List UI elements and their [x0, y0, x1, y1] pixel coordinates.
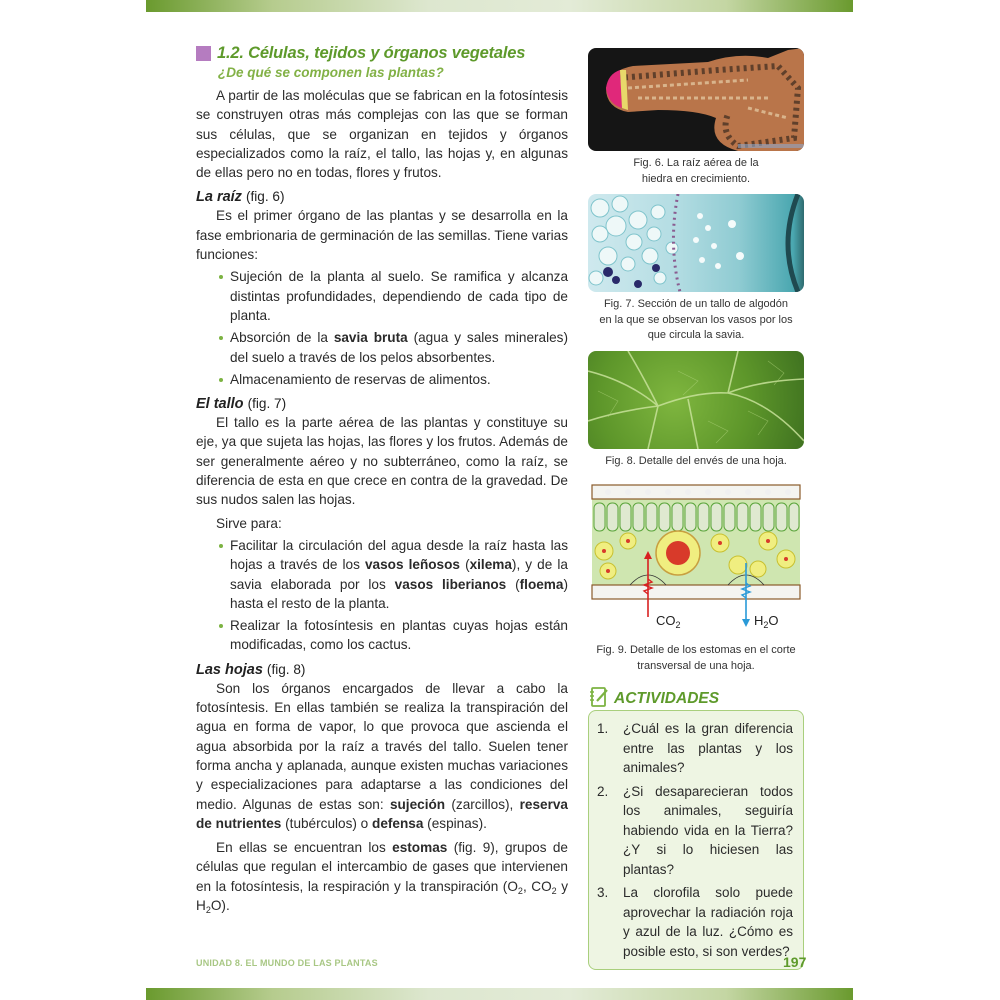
activity-number: 1. — [597, 721, 609, 736]
list-item: Facilitar la circulación del agua desde la raíz hasta las hojas a través de los vasos leñosos (xilema), y de la savia elaborada por los vasos liberianos (floema) hasta el resto de la planta. — [218, 536, 568, 613]
co2-label: $CO_2$ — [656, 613, 681, 629]
tallo-functions-list — [218, 536, 568, 655]
raiz-paragraph: Es el primer órgano de las plantas y se desarrolla en la fase embrionaria de germinación de las semillas. Tiene varias funciones: — [196, 208, 568, 263]
fig6-aerial-root-image — [588, 48, 804, 151]
activities-title: ACTIVIDADES — [614, 690, 720, 707]
activity-question: ¿Cuál es la gran diferencia entre las plantas y los animales? — [623, 721, 793, 775]
tallo-fig-ref: (fig. 7) — [247, 396, 287, 412]
tallo-heading — [196, 396, 568, 412]
main-text-column — [196, 44, 568, 915]
fig9-caption: Fig. 9. Detalle de los estomas en el corte transversal de una hoja. — [596, 644, 796, 672]
fig6-caption: Fig. 6. La raíz aérea de la hiedra en crecimiento. — [633, 157, 759, 185]
activities-section — [588, 688, 807, 970]
activity-item — [597, 883, 793, 961]
tallo-heading-text: El tallo — [196, 396, 244, 413]
section-title: 1.2. Células, tejidos y órganos vegetales — [217, 44, 526, 62]
activity-number: 3. — [597, 885, 609, 900]
raiz-heading — [196, 189, 568, 205]
page-number: 197 — [783, 954, 807, 970]
figures-column — [588, 48, 807, 970]
section-subtitle: ¿De qué se componen las plantas? — [218, 65, 444, 80]
intro-paragraph: A partir de las moléculas que se fabrican en la fotosíntesis se construyen otras más complejas con las que se forman sus células, que se organizan en tejidos y órganos especializados como la raíz, el tallo, las hojas y, en algunas de ellas pero no en todas, flores y frutos. — [196, 88, 568, 181]
activity-number: 2. — [597, 783, 609, 799]
h2o-label: $H_2O$ — [754, 613, 779, 629]
list-item: Absorción de la savia bruta (agua y sales minerales) del suelo a través de los pelos absorbentes. — [218, 328, 568, 367]
fig8-caption: Fig. 8. Detalle del envés de una hoja. — [605, 454, 787, 467]
bottom-decorative-band — [146, 988, 853, 1000]
fig7-caption: Fig. 7. Sección de un tallo de algodón en la que se observan los vasos por los que circula la savia. — [599, 298, 793, 341]
list-item: Realizar la fotosíntesis en plantas cuyas hojas están modificadas, como los cactus. — [218, 616, 568, 655]
tallo-paragraph: El tallo es la parte aérea de las plantas y constituye su eje, ya que sujeta las hojas, las flores y los frutos. Además de ser generalmente aéreo y no subterráneo, como la raíz, se diferencia de esta en que crece en contra de la gravedad. De sus nudos salen las hojas. — [196, 415, 568, 508]
raiz-fig-ref: (fig. 6) — [245, 189, 285, 205]
activity-item — [597, 719, 793, 778]
raiz-heading-text: La raíz — [196, 189, 242, 206]
fig8-leaf-underside-image — [588, 351, 804, 449]
hojas-paragraph-1: Son los órganos encargados de llevar a cabo la fotosíntesis. En ellas también se realiza la transpiración del agua en forma de vapor, lo que provoca que ascienda el agua absorbida por la raíz a través del tallo. Suelen tener forma ancha y aplanada, aunque existen muchas variaciones y especializaciones para adaptarse a las condiciones del medio. Algunas de estas son: sujeción (zarcillos), reserva de nutrientes (tubérculos) o defensa (espinas). — [196, 680, 568, 831]
fig7-stem-section-image — [588, 194, 804, 292]
activity-item — [597, 782, 793, 880]
footer-unit-label: UNIDAD 8. EL MUNDO DE LAS PLANTAS — [196, 958, 378, 968]
tallo-serve-label: Sirve para: — [216, 515, 282, 531]
fig9-stomata-diagram — [588, 479, 804, 629]
activities-header — [588, 688, 804, 710]
section-marker-icon — [196, 46, 211, 61]
hojas-fig-ref: (fig. 8) — [266, 661, 306, 677]
section-heading — [196, 44, 568, 63]
hojas-paragraph-2: En ellas se encuentran los estomas (fig. 9), grupos de células que regulan el intercambio de gases que intervienen en la fotosíntesis, la respiración y la transpiración ($O_2$, $CO_2$ y $H_2O$). — [196, 840, 569, 915]
hojas-heading — [196, 662, 568, 678]
hojas-heading-text: Las hojas — [196, 661, 263, 678]
list-item: Almacenamiento de reservas de alimentos. — [218, 370, 568, 389]
notebook-pencil-icon — [588, 686, 610, 712]
top-decorative-band — [146, 0, 853, 12]
activities-box — [588, 710, 807, 970]
activity-question: ¿Si desaparecieran todos los animales, seguiría habiendo vida en la Tierra? ¿Y si lo hiciesen las plantas? — [623, 783, 793, 877]
activity-question: La clorofila solo puede aprovechar la radiación roja y azul de la luz. ¿Cómo es posible esto, si son verdes? — [623, 885, 793, 959]
raiz-functions-list — [218, 267, 568, 389]
list-item: Sujeción de la planta al suelo. Se ramifica y alcanza distintas profundidades, dependiendo de cada tipo de planta. — [218, 267, 568, 325]
